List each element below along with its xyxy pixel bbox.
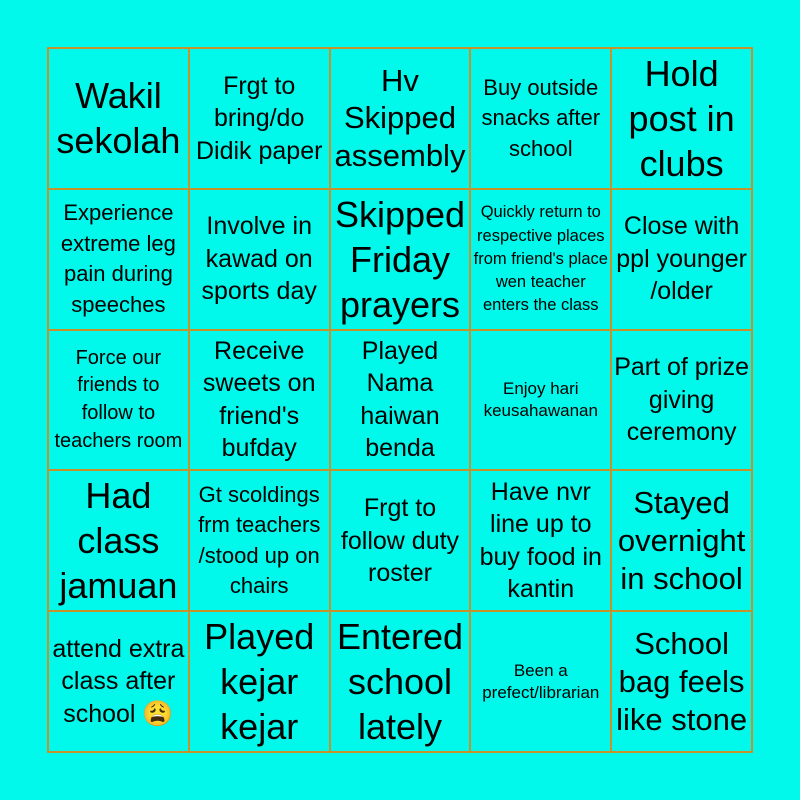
bingo-cell[interactable] — [48, 611, 189, 752]
bingo-cell-text: Had class jamuan — [59, 475, 178, 607]
bingo-cell-text: Close with ppl younger /older — [616, 212, 747, 306]
bingo-cell[interactable] — [330, 330, 471, 471]
bingo-cell-text: Skipped Friday prayers — [334, 193, 466, 325]
bingo-cell[interactable] — [470, 611, 611, 752]
bingo-cell-text: Have nvr line up to buy food in kantin — [479, 477, 602, 604]
bingo-cell[interactable] — [48, 48, 189, 189]
bingo-cell[interactable] — [611, 330, 752, 471]
bingo-cell-text: Gt scoldings frm teachers /stood up on chairs — [198, 482, 321, 599]
bingo-cell[interactable] — [330, 48, 471, 189]
bingo-cell-text: Involve in kawad on sports day — [201, 212, 317, 306]
bingo-cell-text: Been a prefect/librarian — [482, 660, 600, 702]
bingo-cell-text: Wakil sekolah — [56, 75, 181, 162]
bingo-cell[interactable] — [611, 470, 752, 611]
bingo-board — [47, 47, 753, 753]
bingo-cell-text: Enjoy hari keusahawanan — [483, 378, 598, 420]
bingo-cell-text: Frgt to follow duty roster — [340, 494, 460, 588]
bingo-cell[interactable] — [470, 48, 611, 189]
bingo-cell[interactable] — [189, 189, 330, 330]
bingo-cell[interactable] — [48, 189, 189, 330]
bingo-cell[interactable] — [189, 470, 330, 611]
bingo-cell-text: Force our friends to follow to teachers room — [54, 346, 183, 452]
bingo-cell[interactable] — [611, 611, 752, 752]
bingo-cell-text: Receive sweets on friend's bufday — [202, 336, 316, 463]
bingo-cell[interactable] — [330, 611, 471, 752]
bingo-cell[interactable] — [611, 48, 752, 189]
bingo-cell[interactable] — [470, 330, 611, 471]
bingo-cell[interactable] — [330, 470, 471, 611]
bingo-cell[interactable] — [189, 330, 330, 471]
bingo-cell[interactable] — [189, 48, 330, 189]
bingo-cell-text: School bag feels like stone — [616, 625, 748, 737]
bingo-cell[interactable] — [470, 189, 611, 330]
bingo-cell-text: Experience extreme leg pain during speeches — [60, 200, 176, 317]
bingo-cell-text: Hv Skipped assembly — [334, 62, 466, 174]
bingo-cell-text: Quickly return to respective places from friend's place wen teacher enters the class — [473, 203, 608, 314]
bingo-cell-text: Entered school lately — [336, 616, 464, 748]
bingo-cell[interactable] — [189, 611, 330, 752]
bingo-cell[interactable] — [48, 470, 189, 611]
bingo-cell-text: Part of prize giving ceremony — [614, 353, 749, 447]
bingo-cell-text: Hold post in clubs — [628, 52, 735, 184]
bingo-cell-text: Stayed overnight in school — [617, 485, 746, 596]
bingo-cell[interactable] — [48, 330, 189, 471]
bingo-cell-text: Played kejar kejar — [204, 616, 315, 748]
bingo-cell-text: Frgt to bring/do Didik paper — [195, 71, 323, 165]
bingo-cell[interactable] — [611, 189, 752, 330]
bingo-cell[interactable] — [470, 470, 611, 611]
bingo-cell-text: attend extra class after school 😩 — [52, 634, 185, 728]
bingo-cell-text: Buy outside snacks after school — [481, 74, 601, 161]
bingo-cell[interactable] — [330, 189, 471, 330]
bingo-cell-text: Played Nama haiwan benda — [360, 336, 440, 463]
